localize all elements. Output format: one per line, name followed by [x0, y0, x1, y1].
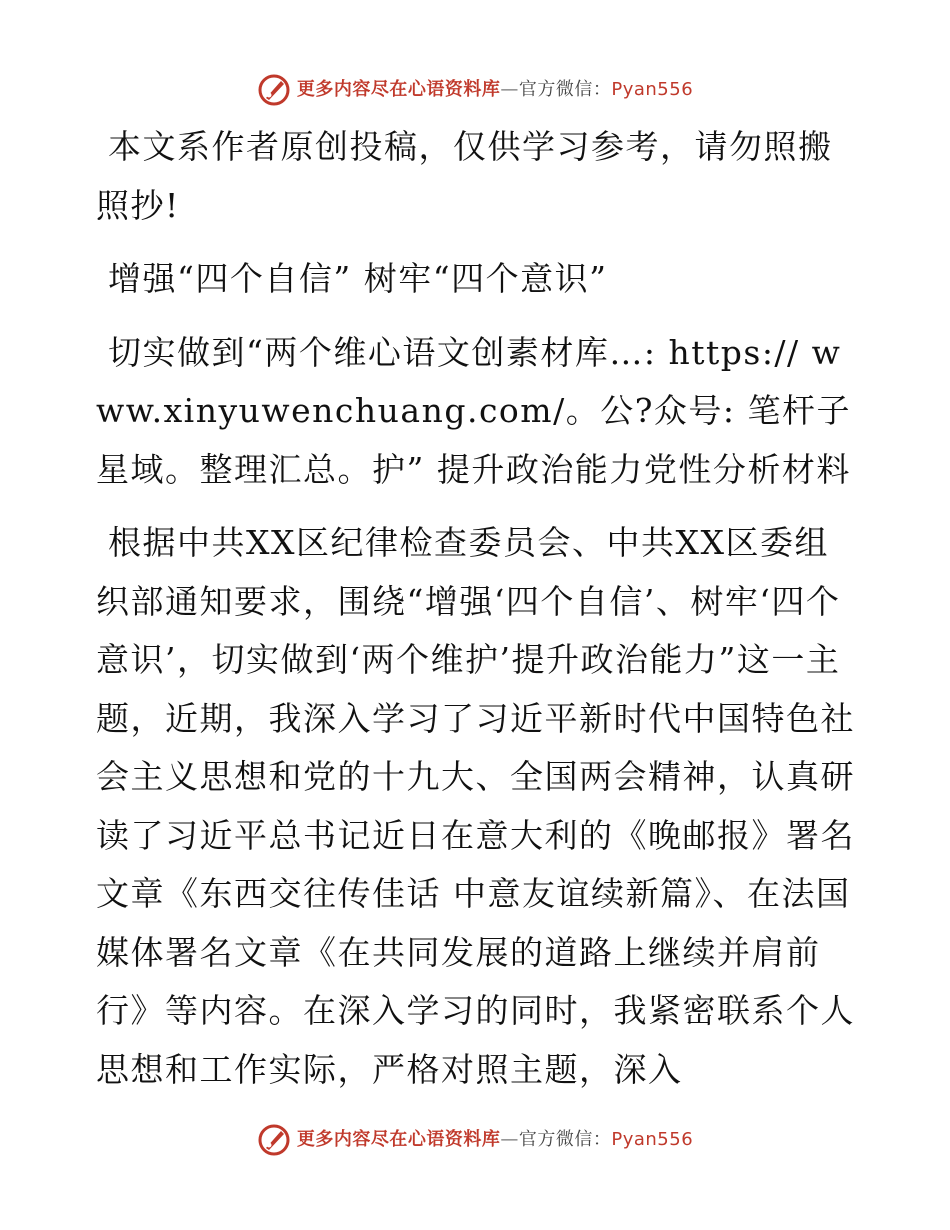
document-title: 增强“四个自信” 树牢“四个意识”: [108, 259, 608, 298]
footer-watermark: [0, 1120, 950, 1160]
disclaimer-paragraph: 本文系作者原创投稿，仅供学习参考，请勿照搬照抄!: [96, 127, 833, 225]
quill-logo-icon: [257, 1123, 291, 1157]
watermark-wechat-id: Pyan556: [611, 1129, 694, 1150]
document-body: [96, 118, 856, 1114]
watermark-wechat-id: Pyan556: [611, 79, 694, 100]
watermark-separator: —: [500, 1129, 519, 1150]
document-subtitle: 切实做到“两个维心语文创素材库…: https:// www.xinyuwenchuang.com/。公?众号: 笔杆子星域。整理汇总。护” 提升政治能力党性分析材料: [96, 332, 852, 489]
quill-logo-icon: [257, 73, 291, 107]
watermark-main-text: 更多内容尽在心语资料库: [296, 79, 501, 100]
watermark-label: 官方微信：: [518, 1129, 612, 1150]
header-watermark: [0, 70, 950, 110]
watermark-main-text: 更多内容尽在心语资料库: [296, 1129, 501, 1150]
watermark-label: 官方微信：: [518, 79, 612, 100]
watermark-separator: —: [500, 79, 519, 100]
body-paragraph: 根据中共XX区纪律检查委员会、中共XX区委组织部通知要求，围绕“增强‘四个自信’、树牢‘四个意识’，切实做到‘两个维护’提升政治能力”这一主题，近期，我深入学习了习近平新时代中国特色社会主义思想和党的十九大、全国两会精神，认真研读了习近平总书记近日在意大利的《晚邮报》署名文章《东西交往传佳话 中意友谊续新篇》、在法国媒体署名文章《在共同发展的道路上继续并肩前行》等内容。在深入学习的同时，我紧密联系个人思想和工作实际，严格对照主题，深入: [96, 523, 855, 1089]
